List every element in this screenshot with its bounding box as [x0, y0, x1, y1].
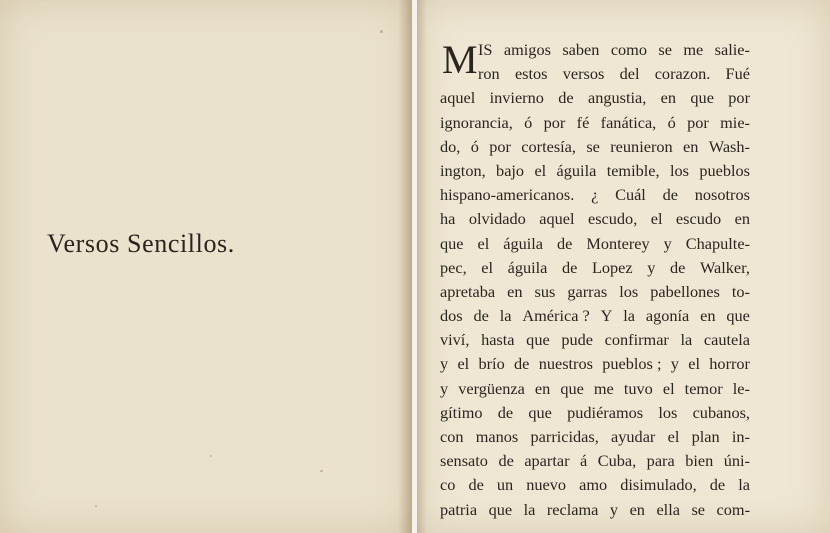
word: Y — [600, 306, 613, 326]
paper-speck — [210, 455, 212, 457]
word: pueblos — [699, 160, 750, 180]
left-page-gutter-shadow — [398, 0, 412, 533]
word: como — [610, 40, 647, 59]
word: de — [498, 451, 514, 471]
word: y — [440, 378, 449, 398]
word: corazon. — [654, 64, 711, 84]
word: los — [658, 402, 678, 422]
body-text — [440, 38, 750, 522]
word: en — [700, 306, 716, 326]
word: ó — [524, 112, 533, 132]
text-line — [440, 473, 750, 497]
text-line — [440, 232, 750, 256]
word: angustia, — [587, 88, 647, 108]
word: in- — [731, 427, 750, 446]
word: hispano-americanos. — [440, 185, 575, 205]
word: apretaba — [440, 281, 496, 301]
word: mie- — [720, 112, 750, 132]
word: águila — [507, 257, 548, 277]
word: que — [440, 233, 464, 253]
text-line — [440, 401, 750, 425]
right-page-gutter-shadow — [417, 0, 427, 533]
word: amigos — [503, 40, 551, 59]
word: un — [496, 475, 514, 495]
word: y — [670, 354, 679, 374]
text-line — [440, 280, 750, 304]
word: de — [561, 257, 578, 277]
word: estos — [514, 64, 548, 84]
word: la — [738, 475, 750, 495]
word: los — [619, 281, 639, 301]
word: Cuál — [615, 185, 646, 205]
word: plan — [691, 427, 720, 446]
word: con — [440, 427, 464, 446]
text-line — [440, 183, 750, 207]
drop-cap: M — [442, 37, 477, 82]
word: el — [457, 354, 470, 374]
word: cubanos, — [692, 402, 750, 422]
word: Fué — [725, 64, 750, 84]
word: bajo — [496, 160, 525, 180]
word: el — [477, 233, 490, 253]
word: se — [691, 499, 706, 519]
word: se — [586, 136, 600, 156]
word: co — [440, 475, 456, 495]
word: los — [669, 160, 689, 180]
word: ó — [667, 112, 676, 132]
text-line — [440, 377, 750, 401]
word: en — [683, 136, 699, 156]
text-line — [440, 111, 750, 135]
word: temor — [684, 378, 723, 398]
word: sus — [534, 281, 556, 301]
text-line — [440, 38, 750, 62]
word: sensato — [440, 451, 488, 471]
word: ignorancia, — [440, 112, 513, 132]
text-line — [440, 449, 750, 473]
left-page — [0, 0, 412, 533]
word: la — [623, 306, 635, 326]
word: de — [557, 233, 573, 253]
word: hasta — [481, 330, 515, 350]
word: de — [497, 402, 514, 422]
word: Walker, — [699, 257, 750, 277]
word: que — [560, 378, 584, 398]
word: IS — [478, 40, 493, 59]
word: to- — [731, 281, 750, 301]
word: por — [687, 112, 709, 132]
word: pudiéramos — [567, 402, 644, 422]
word: de — [669, 257, 686, 277]
word: por — [489, 136, 511, 156]
word: por — [728, 88, 750, 108]
text-line — [440, 135, 750, 159]
word: temible, — [606, 160, 660, 180]
text-line — [440, 304, 750, 328]
word: invierno — [489, 88, 544, 108]
word: de — [468, 475, 484, 495]
word: amo — [579, 475, 608, 495]
word: pabellones — [650, 281, 720, 301]
word: me — [683, 40, 704, 59]
word: horror — [709, 354, 750, 374]
word: por — [543, 112, 566, 132]
word: reclama — [546, 499, 599, 519]
word: ron — [478, 64, 500, 84]
word: y — [647, 257, 656, 277]
word: se — [658, 40, 672, 59]
word: versos — [562, 64, 605, 84]
paper-speck — [320, 470, 323, 472]
word: Lopez — [591, 257, 633, 277]
word: patria — [440, 499, 478, 519]
word: el — [662, 378, 675, 398]
word: el — [688, 354, 700, 374]
word: salie- — [714, 40, 750, 59]
word: pec, — [440, 257, 467, 277]
paper-speck — [95, 505, 97, 507]
word: fé — [576, 112, 590, 132]
text-line — [440, 86, 750, 110]
word: tuvo — [623, 378, 653, 398]
word: úni- — [723, 451, 750, 471]
word: aquel — [539, 209, 575, 229]
word: escudo, — [587, 209, 638, 229]
word: en — [534, 378, 551, 398]
text-line — [440, 352, 750, 376]
text-line — [440, 425, 750, 449]
word: el — [667, 427, 680, 446]
word: del — [619, 64, 640, 84]
word: que — [488, 499, 513, 519]
word: do, — [440, 136, 461, 156]
word: la — [680, 330, 693, 350]
word: para — [646, 451, 675, 471]
word: la — [499, 306, 512, 326]
word: manos — [475, 427, 519, 446]
word: de — [662, 185, 678, 205]
word: águila — [503, 233, 544, 253]
word: saben — [562, 40, 600, 59]
word: ha — [440, 209, 456, 229]
word: á — [580, 451, 588, 471]
word: pueblos ; — [602, 354, 662, 374]
word: ó — [470, 136, 479, 156]
word: nosotros — [694, 185, 750, 205]
word: Cuba, — [597, 451, 637, 471]
word: de — [514, 354, 530, 374]
word: que — [528, 402, 552, 422]
word: cautela — [703, 330, 750, 350]
word: com- — [716, 499, 750, 519]
word: me — [593, 378, 614, 398]
word: le- — [732, 378, 750, 398]
word: la — [523, 499, 536, 519]
word: vergüenza — [458, 378, 525, 398]
word: nuevo — [526, 475, 567, 495]
word: brío — [478, 354, 505, 374]
word: de — [473, 306, 489, 326]
word: el — [534, 160, 547, 180]
text-line — [440, 498, 750, 522]
word: agonía — [645, 306, 690, 326]
text-line — [440, 328, 750, 352]
word: Monterey — [586, 233, 650, 253]
book-title: Versos Sencillos. — [47, 229, 235, 258]
word: en — [660, 88, 677, 108]
word: garras — [567, 281, 608, 301]
word: dos — [440, 306, 463, 326]
word: en — [629, 499, 645, 519]
word: Chapulte- — [685, 233, 750, 253]
word: bien — [685, 451, 714, 471]
word: gítimo — [440, 402, 483, 422]
word: ayudar — [611, 427, 656, 446]
word: y — [663, 233, 672, 253]
word: fanática, — [600, 112, 657, 132]
word: el — [650, 209, 663, 229]
word: que — [526, 330, 550, 350]
word: y — [440, 354, 449, 374]
word: apartar — [524, 451, 570, 471]
word: en — [507, 281, 523, 301]
word: ington, — [440, 160, 486, 180]
word: águila — [556, 160, 597, 180]
text-line — [440, 256, 750, 280]
word: el — [481, 257, 494, 277]
word: nuestros — [538, 354, 593, 374]
word: ¿ — [591, 185, 599, 205]
word: que — [726, 306, 750, 326]
word: viví, — [440, 330, 470, 350]
word: disimulado, — [620, 475, 697, 495]
word: que — [690, 88, 714, 108]
word: y — [609, 499, 619, 519]
word: América ? — [522, 306, 590, 326]
text-line — [440, 62, 750, 86]
word: cortesía, — [521, 136, 576, 156]
word: de — [558, 88, 574, 108]
word: olvidado — [468, 209, 526, 229]
paper-speck — [380, 30, 383, 33]
word: escudo — [675, 209, 722, 229]
word: pude — [561, 330, 593, 350]
word: parricidas, — [530, 427, 599, 446]
word: en — [734, 209, 750, 229]
word: Wash- — [708, 136, 750, 156]
word: de — [709, 475, 726, 495]
text-line — [440, 207, 750, 231]
word: ella — [656, 499, 680, 519]
word: confirmar — [604, 330, 669, 350]
word: reunieron — [610, 136, 673, 156]
text-line — [440, 159, 750, 183]
word: aquel — [440, 88, 476, 108]
